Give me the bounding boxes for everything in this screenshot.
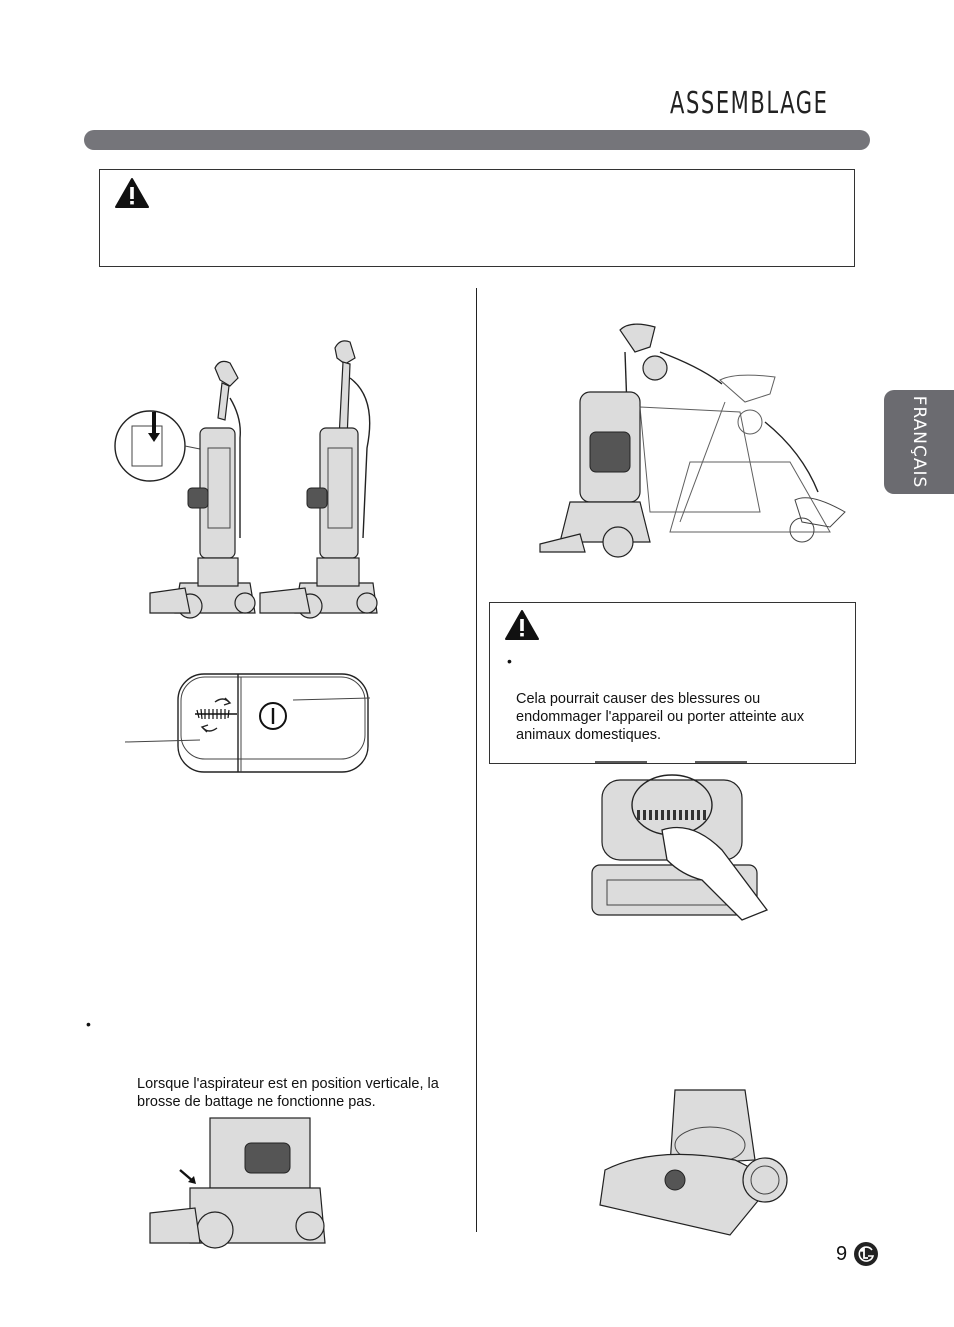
column-divider (476, 288, 477, 1232)
brush-rotate-icon (195, 698, 237, 732)
warning-box-top (99, 169, 855, 267)
warning-triangle-icon (115, 178, 149, 208)
warning-text: Cela pourrait causer des blessures ou endommager l'appareil ou porter atteinte aux animaux domestiques. (516, 691, 805, 743)
warning-bullet: • (507, 653, 512, 669)
vacuum-handle-illustration (110, 338, 380, 623)
brush-hand-illustration (592, 760, 777, 925)
warning-triangle-icon (505, 610, 539, 640)
vacuum-base-illustration (150, 1118, 330, 1253)
power-icon (260, 703, 286, 729)
left-bullet: • (86, 1016, 91, 1032)
control-panel-illustration (125, 672, 375, 776)
vacuum-recline-illustration (540, 312, 855, 562)
language-tab (884, 390, 954, 494)
header-bar (84, 130, 870, 150)
page-number: 9 (836, 1243, 848, 1265)
vacuum-head-illustration (595, 1090, 790, 1240)
lg-logo-icon (853, 1241, 879, 1267)
page-title: ASSEMBLAGE (670, 86, 829, 121)
language-tab-label: FRANÇAIS (909, 395, 929, 489)
upright-note: Lorsque l'aspirateur est en position verticale, la brosse de battage ne fonctionne pas. (137, 1076, 439, 1110)
